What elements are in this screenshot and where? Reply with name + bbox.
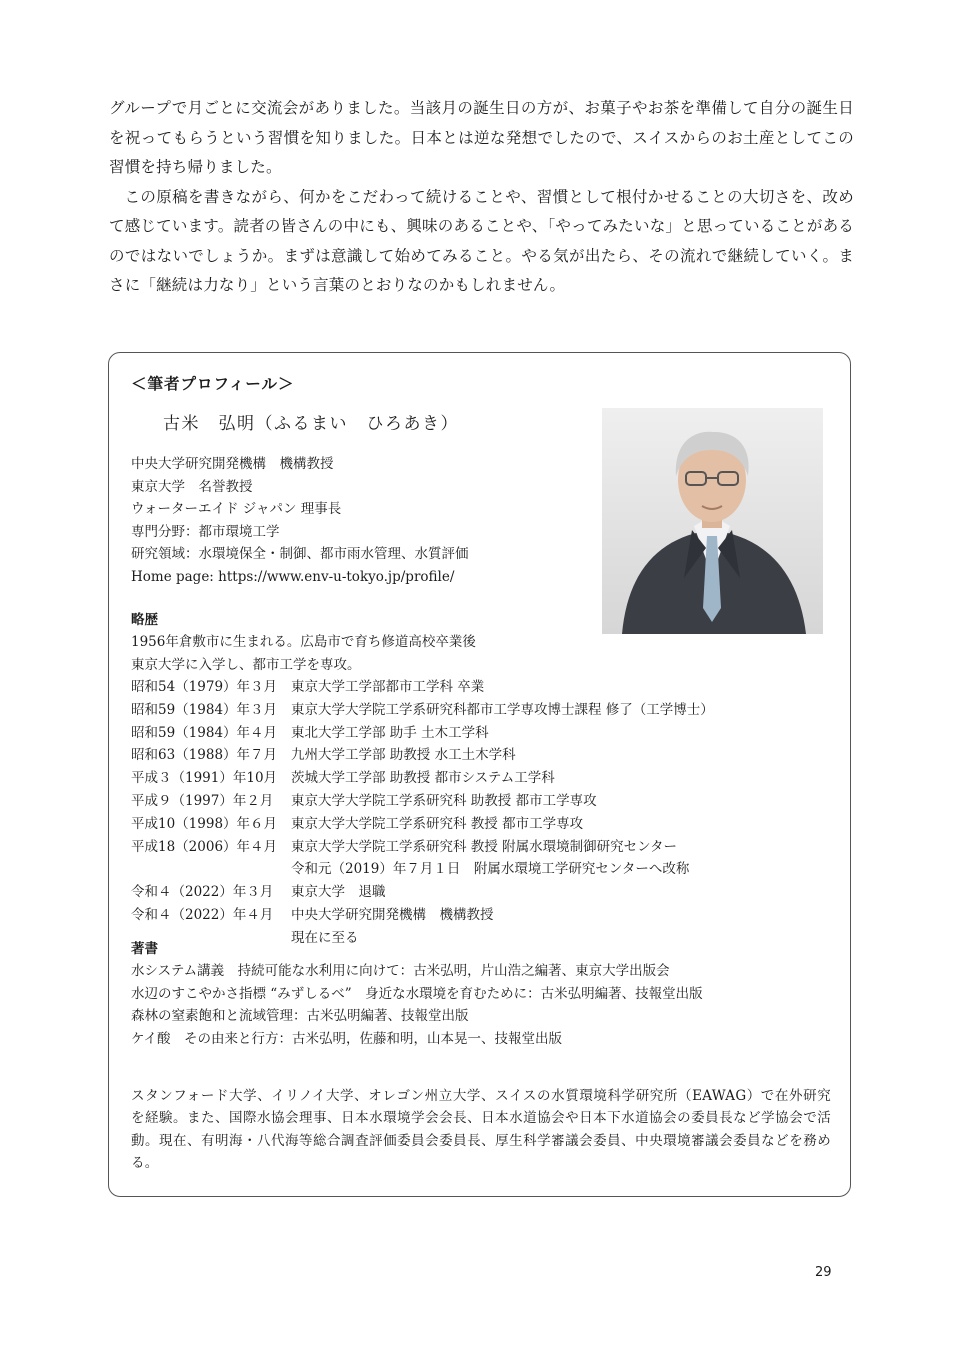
author-name: 古米 弘明（ふるまい ひろあき） [163,414,459,434]
work-item: 森林の窒素飽和と流域管理：古米弘明編著、技報堂出版 [131,1008,469,1024]
history-title: 略歴 [131,612,158,628]
history-date: 昭和59（1984）年３月 [131,701,278,718]
affiliation-line: 専門分野：都市環境工学 [131,523,280,540]
author-profile-box [108,352,851,1197]
works-section [131,938,703,1050]
history-row [131,813,714,836]
history-intro-line: 1956年倉敷市に生まれる。広島市で育ち修道高校卒業後 [131,634,476,650]
work-item: 水辺のすこやかさ指標 “みずしるべ” 身近な水環境を育むために：古米弘明編著、技報堂出版 [131,985,703,1002]
works-title: 著書 [131,941,158,957]
affiliation-line: 研究領域：水環境保全・制御、都市雨水管理、水質評価 [131,546,469,562]
affiliation-list [131,453,469,588]
article-paragraph: グループで月ごとに交流会がありました。当該月の誕生日の方が、お菓子やお茶を準備して自分の誕生日を祝ってもらうという習慣を知りました。日本とは逆な発想でしたので、スイスからのお土産としてこの習慣を持ち帰りました。 [109,99,854,176]
affiliation-line: Home page: https://www.env-u-tokyo.jp/profile/ [131,568,455,585]
affiliation-line: 中央大学研究開発機構 機構教授 [131,456,334,472]
history-row [131,858,714,881]
history-date: 平成９（1997）年２月 [131,792,274,809]
work-item: 水システム講義 持続可能な水利用に向けて：古米弘明，片山浩之編著、東京大学出版会 [131,963,670,979]
history-section [131,609,714,950]
history-intro-line: 東京大学に入学し、都市工学を専攻。 [131,656,361,673]
bio-section [131,1085,831,1174]
history-event: 東京大学大学院工学系研究科都市工学専攻博士課程 修了（工学博士） [291,701,714,718]
history-event: 九州大学工学部 助教授 水工土木学科 [291,747,516,764]
bio-text: スタンフォード大学、イリノイ大学、オレゴン州立大学、スイスの水質環境科学研究所（EAWAG）で在外研究を経験。また、国際水協会理事、日本水環境学会会長、日本水道協会や日本下水道協会の委員長など学協会で活動。現在、有明海・八代海等総合調査評価委員会委員長、厚生科学審議会委員、中央環境審議会委員などを務める。 [131,1088,831,1171]
page-number: 29 [815,1265,832,1280]
history-date: 平成10（1998）年６月 [131,815,278,832]
history-date: 平成18（2006）年４月 [131,838,278,855]
history-date: 昭和59（1984）年４月 [131,724,278,741]
history-row [131,881,714,904]
history-event: 東京大学大学院工学系研究科 助教授 都市工学専攻 [291,792,597,809]
history-date: 令和４（2022）年３月 [131,884,274,901]
history-event: 東京大学 退職 [291,884,386,901]
article-paragraph: この原稿を書きながら、何かをこだわって続けることや、習慣として根付かせることの大切さを、改めて感じています。読者の皆さんの中にも、興味のあることや、「やってみたいな」と思っていることがあるのではないでしょうか。まずは意識して始めてみること。やる気が出たら、その流れで継続していく。まさに「継続は力なり」という言葉のとおりなのかもしれません。 [109,187,854,294]
history-event: 東京大学工学部都市工学科 卒業 [291,679,485,695]
author-photo [602,408,823,634]
history-date: 昭和54（1979）年３月 [131,679,278,695]
history-event: 東北大学工学部 助手 土木工学科 [291,724,489,741]
history-event: 茨城大学工学部 助教授 都市システム工学科 [291,770,555,787]
history-date: 昭和63（1988）年７月 [131,747,278,764]
history-row [131,767,714,790]
article-body [109,94,854,301]
history-row [131,699,714,722]
profile-heading: ＜筆者プロフィール＞ [131,375,295,393]
history-date: 平成３（1991）年10月 [131,770,278,787]
history-date [131,858,291,881]
history-row [131,676,714,699]
history-row [131,904,714,927]
affiliation-line: 東京大学 名誉教授 [131,478,253,495]
history-event: 東京大学大学院工学系研究科 教授 都市工学専攻 [291,815,584,832]
history-event: 中央大学研究開発機構 機構教授 [291,906,494,923]
history-event: 令和元（2019）年７月１日 附属水環境工学研究センターへ改称 [291,861,690,878]
work-item: ケイ酸 その由来と行方：古米弘明，佐藤和明，山本晃一、技報堂出版 [131,1030,563,1047]
history-row [131,790,714,813]
history-row [131,836,714,859]
history-row [131,744,714,767]
history-event: 東京大学大学院工学系研究科 教授 附属水環境制御研究センター [291,838,678,855]
history-date: 令和４（2022）年４月 [131,906,274,923]
history-row [131,722,714,745]
history-event: 現在に至る [291,929,359,946]
affiliation-line: ウォーターエイド ジャパン 理事長 [131,501,342,517]
